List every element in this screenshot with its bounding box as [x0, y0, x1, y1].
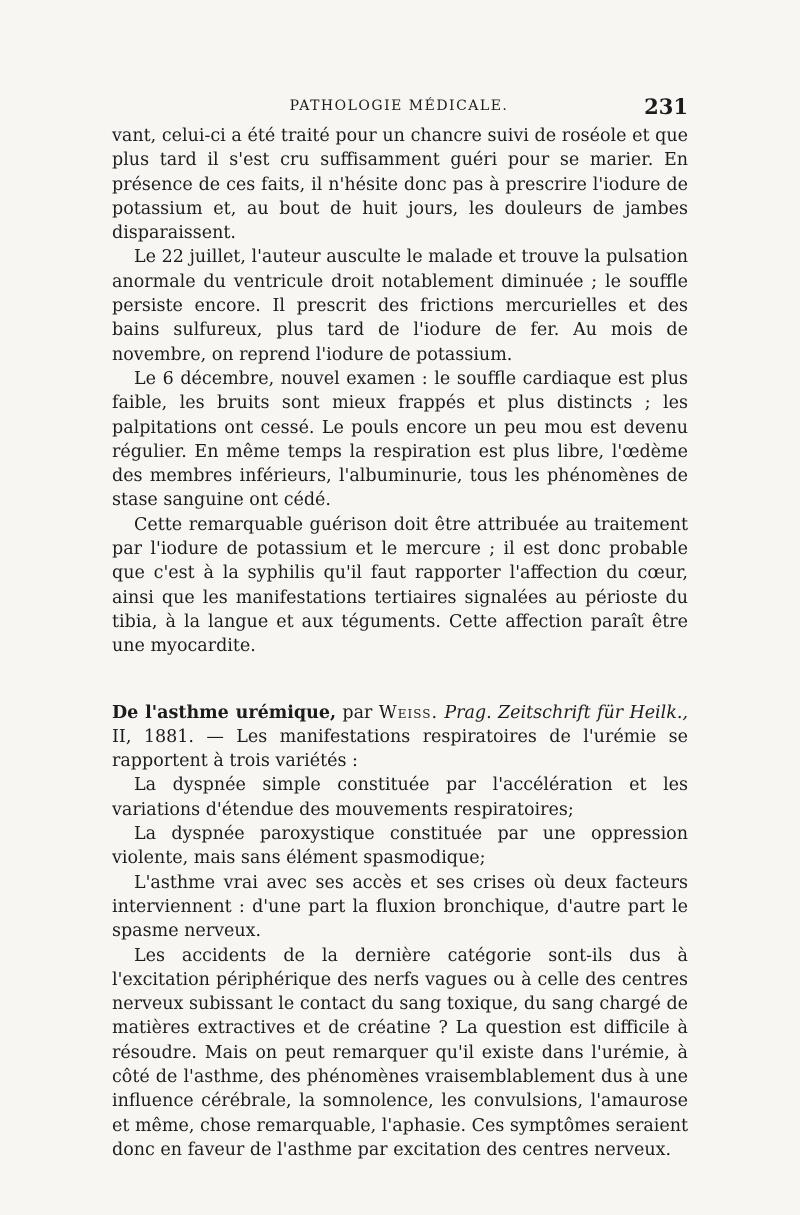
author-prefix: par [336, 702, 379, 723]
article-title: De l'asthme urémique, [112, 702, 337, 723]
paragraph-continuation: vant, celui-ci a été traité pour un chancre suivi de roséole et que plus tard il s'est cru suffisamment guéri pour se marier. En présence de ces faits, il n'hésite donc pas à prescrire l'iodure de potassium et, au bout de huit jours, les douleurs de jambes disparaissent. [112, 126, 688, 244]
running-head: PATHOLOGIE MÉDICALE. [289, 98, 509, 114]
paragraph: La dyspnée paroxystique constituée par une oppression violente, mais sans élément spasmodique; [112, 824, 688, 869]
page-header [110, 96, 688, 124]
page-number: 231 [644, 94, 688, 119]
article-author: Weiss. [378, 702, 439, 723]
article-heading-paragraph [112, 701, 688, 774]
paragraph: La dyspnée simple constituée par l'accélération et les variations d'étendue des mouvements respiratoires; [112, 775, 688, 820]
paragraph: Les accidents de la dernière catégorie sont-ils dus à l'excitation périphérique des nerfs vagues ou à celle des centres nerveux subissant le contact du sang toxique, du sang chargé de matières extractives et de créatine ? La question est difficile à résoudre. Mais on peut remarquer qu'il existe dans l'urémie, à côté de l'asthme, des phénomènes vraisemblablement dus à une influence cérébrale, la somnolence, les convulsions, l'amaurose et même, chose remarquable, l'aphasie. Ces symptômes seraient donc en faveur de l'asthme par excitation des centres nerveux. [112, 945, 689, 1160]
body-text [112, 124, 688, 1162]
article-intro: Les manifestations respiratoires de l'urémie se rapportent à trois variétés : [112, 726, 688, 772]
paragraph: Le 22 juillet, l'auteur ausculte le malade et trouve la pulsation anormale du ventricule droit notablement diminuée ; le souffle persiste encore. Il prescrit des frictions mercurielles et des bains sulfureux, plus tard de l'iodure de fer. Au mois de novembre, on reprend l'iodure de potassium. [112, 247, 688, 365]
paragraph: Le 6 décembre, nouvel examen : le souffle cardiaque est plus faible, les bruits sont mieux frappés et plus distincts ; les palpitations ont cessé. Le pouls encore un peu mou est devenu régulier. En même temps la respiration est plus libre, l'œdème des membres inférieurs, l'albuminurie, tous les phénomènes de stase sanguine ont cédé. [112, 368, 688, 511]
section-spacer [112, 659, 688, 701]
journal-citation: II, 1881. — [112, 726, 237, 747]
paragraph: L'asthme vrai avec ses accès et ses crises où deux facteurs interviennent : d'une part la fluxion bronchique, d'autre part le spasme nerveux. [112, 872, 688, 942]
paragraph: Cette remarquable guérison doit être attribuée au traitement par l'iodure de potassium et le mercure ; il est donc probable que c'est à la syphilis qu'il faut rapporter l'affection du cœur, ainsi que les manifestations tertiaires signalées au périoste du tibia, à la langue et aux téguments. Cette affection paraît être une myocardite. [112, 514, 688, 657]
journal-name: Prag. Zeitschrift für Heilk., [444, 702, 688, 723]
